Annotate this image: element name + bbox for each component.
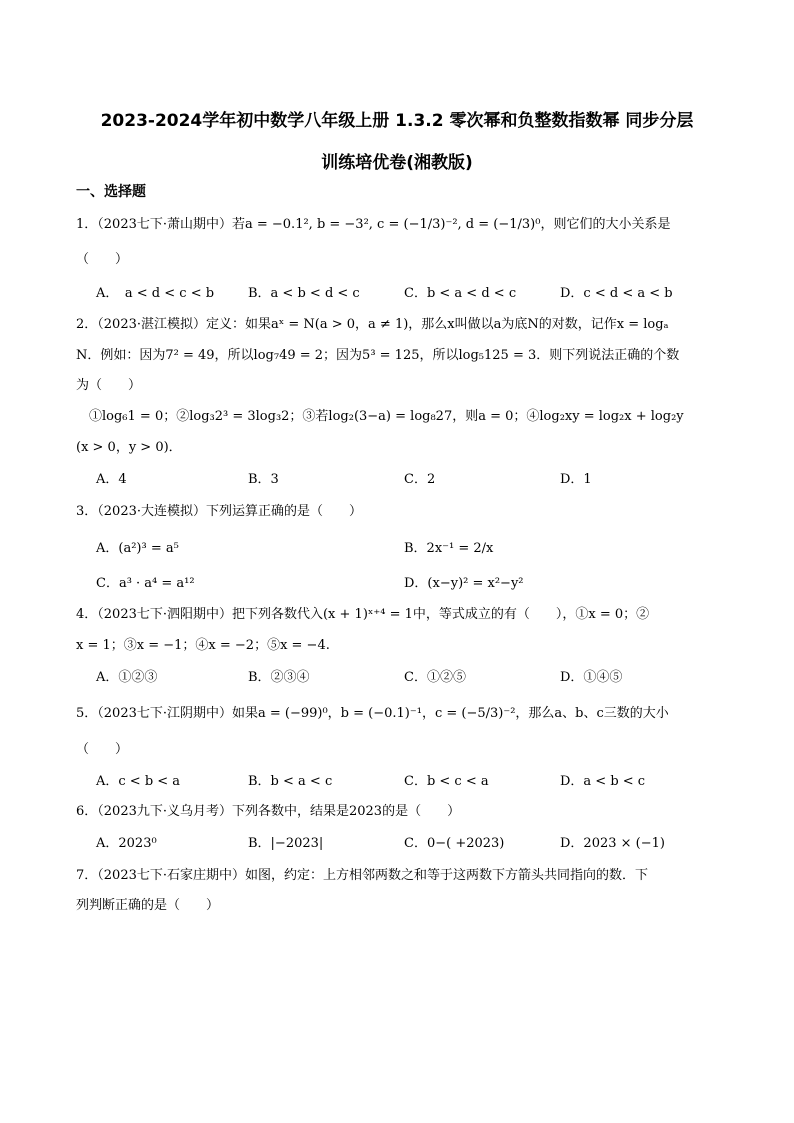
question-5-line-1: 5．（2023七下·江阴期中）如果a = (−99)⁰，b = (−0.1)⁻¹，c = (−5/3)⁻²，那么a、b、c三数的大小 [76, 706, 669, 721]
question-5-option-c: C．b < c < a [404, 774, 489, 789]
question-1-option-a: A． a < d < c < b [96, 286, 215, 301]
question-2-option-c: C．2 [404, 472, 436, 487]
question-1-line-2: （ ） [76, 252, 129, 267]
question-5-option-d: D．a < b < c [560, 774, 646, 789]
question-2-line-4: ①log₆1 = 0；②log₃2³ = 3log₃2；③若log₂(3−a) = log₈27，则a = 0；④log₂xy = log₂x + log₂y [76, 409, 684, 424]
question-4-option-a: A．①②③ [96, 670, 158, 685]
question-7-line-2: 列判断正确的是（ ） [76, 898, 220, 913]
question-6-option-c: C．0−( +2023) [404, 836, 505, 851]
question-2-option-a: A．4 [96, 472, 127, 487]
question-3-line-1: 3．（2023·大连模拟）下列运算正确的是（ ） [76, 504, 362, 519]
question-3-option-b: B．2x⁻¹ = 2/x [404, 541, 494, 556]
question-6-line-1: 6．（2023九下·义乌月考）下列各数中，结果是2023的是（ ） [76, 804, 461, 819]
question-4-option-c: C．①②⑤ [404, 670, 466, 685]
document-title-line-2: 训练培优卷(湘教版) [321, 153, 473, 173]
question-1-option-d: D．c < d < a < b [560, 286, 673, 301]
question-2-line-5: (x > 0，y > 0)． [76, 440, 182, 455]
question-1-option-c: C．b < a < d < c [404, 286, 517, 301]
document-title-line-1: 2023-2024学年初中数学八年级上册 1.3.2 零次幂和负整数指数幂 同步分层 [100, 111, 694, 131]
question-3-option-a: A．(a²)³ = a⁵ [96, 541, 179, 556]
question-2-option-b: B．3 [248, 472, 279, 487]
question-2-option-d: D．1 [560, 472, 592, 487]
question-3-option-d: D．(x−y)² = x²−y² [404, 576, 524, 591]
question-5-option-b: B．b < a < c [248, 774, 333, 789]
section-heading: 一、选择题 [76, 184, 146, 200]
question-7-line-1: 7．（2023七下·石家庄期中）如图，约定：上方相邻两数之和等于这两数下方箭头共同指向的数．下 [76, 868, 648, 883]
question-3-option-c: C．a³ · a⁴ = a¹² [96, 576, 195, 591]
question-1-option-b: B．a < b < d < c [248, 286, 360, 301]
question-5-line-2: （ ） [76, 742, 129, 757]
question-6-option-a: A．2023⁰ [96, 836, 157, 851]
question-4-line-2: x = 1；③x = −1；④x = −2；⑤x = −4. [76, 638, 330, 653]
question-2-line-1: 2．（2023·湛江模拟）定义：如果aˣ = N(a > 0，a ≠ 1)，那么x叫做以a为底N的对数，记作x = logₐ [76, 317, 669, 332]
question-2-line-3: 为（ ） [76, 378, 142, 393]
question-6-option-b: B．|−2023| [248, 836, 324, 851]
question-4-line-1: 4．（2023七下·泗阳期中）把下列各数代入(x + 1)ˣ⁺⁴ = 1中，等式成立的有（ ），①x = 0；② [76, 607, 650, 622]
question-6-option-d: D．2023 × (−1) [560, 836, 665, 851]
question-1-line-1: 1．（2023七下·萧山期中）若a = −0.1², b = −3², c = (−1/3)⁻², d = (−1/3)⁰，则它们的大小关系是 [76, 217, 671, 232]
question-5-option-a: A．c < b < a [96, 774, 181, 789]
question-4-option-d: D．①④⑤ [560, 670, 623, 685]
question-2-line-2: N．例如：因为7² = 49，所以log₇49 = 2；因为5³ = 125，所以log₅125 = 3．则下列说法正确的个数 [76, 348, 680, 363]
question-4-option-b: B．②③④ [248, 670, 310, 685]
